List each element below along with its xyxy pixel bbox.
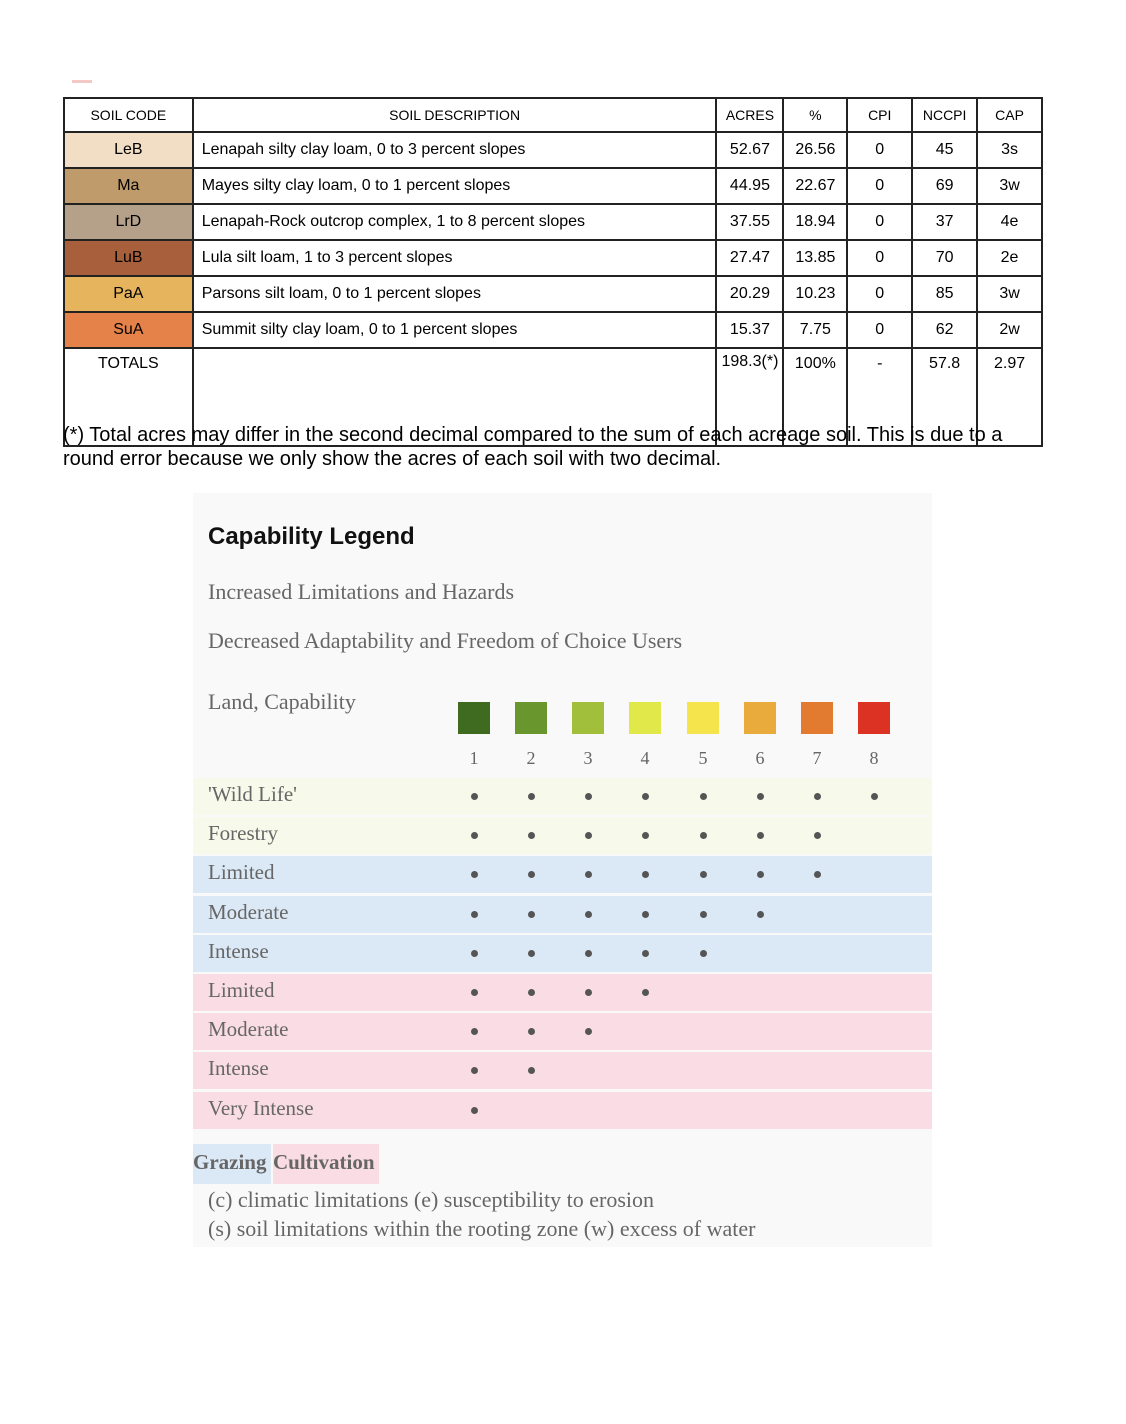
capability-dot bbox=[700, 871, 707, 878]
soil-table-header-row bbox=[64, 98, 1042, 132]
soil-table bbox=[63, 97, 1043, 447]
soil-code-cell: PaA bbox=[64, 276, 193, 312]
capability-dot bbox=[471, 1028, 478, 1035]
acres-footnote: (*) Total acres may differ in the second decimal compared to the sum of each acreage soil. This is due to a round error because we only show the acres of each soil with two decimal. bbox=[63, 424, 1003, 470]
capability-dot bbox=[528, 911, 535, 918]
legend-row-label: 'Wild Life' bbox=[208, 782, 297, 806]
capability-dot bbox=[585, 911, 592, 918]
soil-description-cell: Summit silty clay loam, 0 to 1 percent slopes bbox=[193, 312, 717, 348]
soil-row bbox=[64, 132, 1042, 168]
soil-description-cell: Lula silt loam, 1 to 3 percent slopes bbox=[193, 240, 717, 276]
capability-class-5-swatch bbox=[687, 702, 719, 734]
capability-class-7-swatch bbox=[801, 702, 833, 734]
nccpi-cell: 37 bbox=[912, 204, 977, 240]
soil-code-cell: SuA bbox=[64, 312, 193, 348]
acres-cell: 20.29 bbox=[716, 276, 783, 312]
acres-cell: 15.37 bbox=[716, 312, 783, 348]
capability-dot bbox=[471, 871, 478, 878]
capability-class-2-swatch bbox=[515, 702, 547, 734]
soil-code-cell: LeB bbox=[64, 132, 193, 168]
capability-dot bbox=[471, 832, 478, 839]
percent-cell: 18.94 bbox=[783, 204, 847, 240]
nccpi-cell: 69 bbox=[912, 168, 977, 204]
soil-description-cell: Mayes silty clay loam, 0 to 1 percent slopes bbox=[193, 168, 717, 204]
legend-row-label: Limited bbox=[208, 860, 275, 885]
capability-dot bbox=[528, 793, 535, 800]
soil-description-cell: Lenapah-Rock outcrop complex, 1 to 8 percent slopes bbox=[193, 204, 717, 240]
capability-dot bbox=[528, 871, 535, 878]
header-soil-description: SOIL DESCRIPTION bbox=[193, 98, 717, 132]
capability-class-number: 3 bbox=[583, 748, 593, 768]
legend-note-climatic: (c) climatic limitations (e) susceptibility to erosion bbox=[208, 1187, 655, 1212]
totals-label: TOTALS bbox=[64, 348, 193, 446]
cap-cell: 3w bbox=[977, 168, 1042, 204]
capability-dot bbox=[528, 832, 535, 839]
cap-cell: 4e bbox=[977, 204, 1042, 240]
nccpi-cell: 85 bbox=[912, 276, 977, 312]
capability-dot bbox=[871, 793, 878, 800]
legend-row-label: Moderate bbox=[208, 1017, 289, 1042]
acres-cell: 27.47 bbox=[716, 240, 783, 276]
soil-row bbox=[64, 240, 1042, 276]
soil-code-cell: LuB bbox=[64, 240, 193, 276]
soil-description-cell: Lenapah silty clay loam, 0 to 3 percent slopes bbox=[193, 132, 717, 168]
legend-row bbox=[193, 778, 932, 815]
capability-dot bbox=[471, 1067, 478, 1074]
capability-dot bbox=[642, 832, 649, 839]
capability-dot bbox=[642, 871, 649, 878]
capability-dot bbox=[700, 950, 707, 957]
capability-dot bbox=[471, 793, 478, 800]
percent-cell: 26.56 bbox=[783, 132, 847, 168]
legend-row-label: Intense bbox=[208, 938, 269, 963]
capability-dot bbox=[757, 871, 764, 878]
capability-dot bbox=[642, 989, 649, 996]
capability-dot bbox=[700, 793, 707, 800]
capability-class-number: 8 bbox=[869, 748, 879, 768]
capability-dot bbox=[585, 1028, 592, 1035]
soil-code-cell: LrD bbox=[64, 204, 193, 240]
capability-dot bbox=[700, 832, 707, 839]
percent-cell: 10.23 bbox=[783, 276, 847, 312]
cap-cell: 2w bbox=[977, 312, 1042, 348]
cap-cell: 3w bbox=[977, 276, 1042, 312]
capability-dot bbox=[585, 871, 592, 878]
legend-row-label: Intense bbox=[208, 1056, 269, 1081]
capability-class-number: 4 bbox=[640, 748, 650, 768]
cpi-cell: 0 bbox=[847, 312, 912, 348]
legend-row bbox=[193, 817, 932, 854]
nccpi-cell: 62 bbox=[912, 312, 977, 348]
header-nccpi: NCCPI bbox=[912, 98, 977, 132]
capability-dot bbox=[642, 911, 649, 918]
cpi-cell: 0 bbox=[847, 132, 912, 168]
capability-class-8-swatch bbox=[858, 702, 890, 734]
capability-dot bbox=[700, 911, 707, 918]
capability-dot bbox=[471, 911, 478, 918]
capability-dot bbox=[757, 793, 764, 800]
capability-dot bbox=[471, 950, 478, 957]
capability-dot bbox=[757, 911, 764, 918]
capability-legend bbox=[193, 493, 932, 1247]
header-acres: ACRES bbox=[716, 98, 783, 132]
capability-dot bbox=[757, 832, 764, 839]
nccpi-cell: 70 bbox=[912, 240, 977, 276]
capability-dot bbox=[642, 793, 649, 800]
legend-adaptability-text: Decreased Adaptability and Freedom of Choice Users bbox=[208, 628, 683, 653]
percent-cell: 22.67 bbox=[783, 168, 847, 204]
capability-dot bbox=[528, 1028, 535, 1035]
capability-class-3-swatch bbox=[572, 702, 604, 734]
cpi-cell: 0 bbox=[847, 240, 912, 276]
percent-cell: 13.85 bbox=[783, 240, 847, 276]
cap-cell: 2e bbox=[977, 240, 1042, 276]
legend-row bbox=[193, 935, 932, 972]
cpi-cell: 0 bbox=[847, 204, 912, 240]
capability-dot bbox=[471, 989, 478, 996]
legend-title: Capability Legend bbox=[208, 523, 415, 550]
capability-dot bbox=[585, 950, 592, 957]
totals-nccpi: 57.8 bbox=[912, 348, 977, 446]
capability-dot bbox=[528, 989, 535, 996]
legend-row bbox=[193, 1013, 932, 1050]
capability-class-number: 5 bbox=[698, 748, 708, 768]
header-cpi: CPI bbox=[847, 98, 912, 132]
soil-code-cell: Ma bbox=[64, 168, 193, 204]
cap-cell: 3s bbox=[977, 132, 1042, 168]
legend-row-label: Very Intense bbox=[208, 1095, 314, 1120]
legend-row bbox=[193, 1052, 932, 1089]
capability-class-number: 2 bbox=[526, 748, 536, 768]
legend-row-label: Moderate bbox=[208, 899, 289, 924]
legend-row bbox=[193, 896, 932, 933]
capability-dot bbox=[585, 832, 592, 839]
cpi-cell: 0 bbox=[847, 168, 912, 204]
legend-land-capability-label: Land, Capability bbox=[208, 689, 356, 714]
capability-dot bbox=[585, 989, 592, 996]
cpi-cell: 0 bbox=[847, 276, 912, 312]
legend-row bbox=[193, 1092, 932, 1129]
nccpi-cell: 45 bbox=[912, 132, 977, 168]
capability-class-4-swatch bbox=[629, 702, 661, 734]
totals-cap: 2.97 bbox=[977, 348, 1042, 446]
grazing-key: Grazing bbox=[193, 1144, 271, 1184]
totals-cpi: - bbox=[847, 348, 912, 446]
capability-dot bbox=[814, 832, 821, 839]
acres-cell: 52.67 bbox=[716, 132, 783, 168]
legend-row-label: Forestry bbox=[208, 821, 278, 846]
header-soil-code: SOIL CODE bbox=[64, 98, 193, 132]
acres-cell: 44.95 bbox=[716, 168, 783, 204]
capability-class-1-swatch bbox=[458, 702, 490, 734]
legend-row bbox=[193, 974, 932, 1011]
soil-row bbox=[64, 312, 1042, 348]
capability-dot bbox=[528, 1067, 535, 1074]
capability-dot bbox=[814, 871, 821, 878]
soil-row bbox=[64, 204, 1042, 240]
totals-percent: 100% bbox=[783, 348, 847, 446]
header-percent: % bbox=[783, 98, 847, 132]
legend-note-soil: (s) soil limitations within the rooting zone (w) excess of water bbox=[208, 1216, 756, 1241]
soil-row bbox=[64, 168, 1042, 204]
page-corner-mark bbox=[72, 80, 92, 83]
capability-class-number: 6 bbox=[755, 748, 765, 768]
soil-row bbox=[64, 276, 1042, 312]
capability-class-number: 1 bbox=[469, 748, 479, 768]
acres-cell: 37.55 bbox=[716, 204, 783, 240]
percent-cell: 7.75 bbox=[783, 312, 847, 348]
capability-dot bbox=[814, 793, 821, 800]
capability-class-number: 7 bbox=[812, 748, 822, 768]
legend-row bbox=[193, 856, 932, 893]
legend-row-label: Limited bbox=[208, 978, 275, 1002]
totals-acres: 198.3(*) bbox=[716, 348, 783, 446]
capability-dot bbox=[528, 950, 535, 957]
soil-description-cell: Parsons silt loam, 0 to 1 percent slopes bbox=[193, 276, 717, 312]
capability-class-6-swatch bbox=[744, 702, 776, 734]
header-cap: CAP bbox=[977, 98, 1042, 132]
legend-limitations-text: Increased Limitations and Hazards bbox=[208, 579, 515, 604]
capability-dot bbox=[642, 950, 649, 957]
capability-dot bbox=[585, 793, 592, 800]
capability-dot bbox=[471, 1107, 478, 1114]
cultivation-key: Cultivation bbox=[273, 1144, 379, 1184]
